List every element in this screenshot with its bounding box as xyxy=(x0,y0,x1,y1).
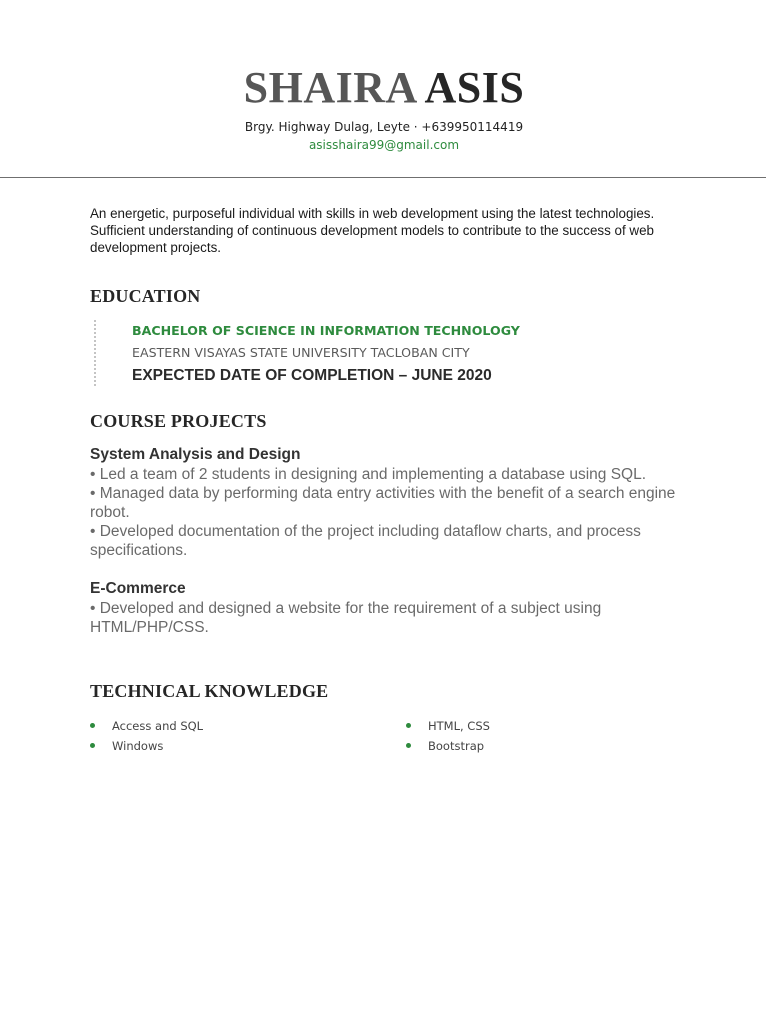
project-title: E-Commerce xyxy=(90,580,186,597)
bullet-icon xyxy=(406,743,411,748)
projects-list xyxy=(90,444,690,637)
skill-label: HTML, CSS xyxy=(428,719,490,733)
project-detail: • Developed and designed a website for the requirement of a subject using HTML/PHP/CSS. xyxy=(90,600,602,636)
full-name xyxy=(0,58,768,118)
technical-knowledge-heading: TECHNICAL KNOWLEDGE xyxy=(90,681,329,701)
degree-title: BACHELOR OF SCIENCE IN INFORMATION TECHNOLOGY xyxy=(132,323,520,338)
project-item xyxy=(90,578,690,637)
resume-header xyxy=(0,58,768,154)
project-title: System Analysis and Design xyxy=(90,446,301,463)
last-name: ASIS xyxy=(424,63,525,112)
contact-line: Brgy. Highway Dulag, Leyte · +639950114419 xyxy=(244,120,524,134)
skill-item xyxy=(90,736,163,756)
education-heading: EDUCATION xyxy=(90,286,201,306)
skill-item xyxy=(406,736,484,756)
project-detail: • Managed data by performing data entry activities with the benefit of a search engine robot. xyxy=(90,485,676,521)
summary-text: An energetic, purposeful individual with skills in web development using the latest technologies. Sufficient understanding of continuous development models to contribute to the success of web development projects. xyxy=(90,206,655,255)
project-detail: • Led a team of 2 students in designing and implementing a database using SQL. xyxy=(90,466,647,483)
skill-item xyxy=(406,716,490,736)
school-name: EASTERN VISAYAS STATE UNIVERSITY TACLOBAN CITY xyxy=(132,345,470,360)
first-name: SHAIRA xyxy=(243,63,416,112)
bullet-icon xyxy=(90,743,95,748)
project-detail: • Developed documentation of the project including dataflow charts, and process specifications. xyxy=(90,523,641,559)
header-divider xyxy=(0,177,766,178)
bullet-icon xyxy=(90,723,95,728)
skill-label: Windows xyxy=(112,739,164,753)
education-entry xyxy=(94,320,520,386)
skill-label: Bootstrap xyxy=(428,739,485,753)
bullet-icon xyxy=(406,723,411,728)
course-projects-heading: COURSE PROJECTS xyxy=(90,411,267,431)
completion-date: EXPECTED DATE OF COMPLETION – JUNE 2020 xyxy=(132,367,492,384)
email-link[interactable]: asisshaira99@gmail.com xyxy=(308,138,460,152)
skill-item xyxy=(90,716,203,736)
skill-label: Access and SQL xyxy=(112,719,204,733)
project-item xyxy=(90,444,690,560)
